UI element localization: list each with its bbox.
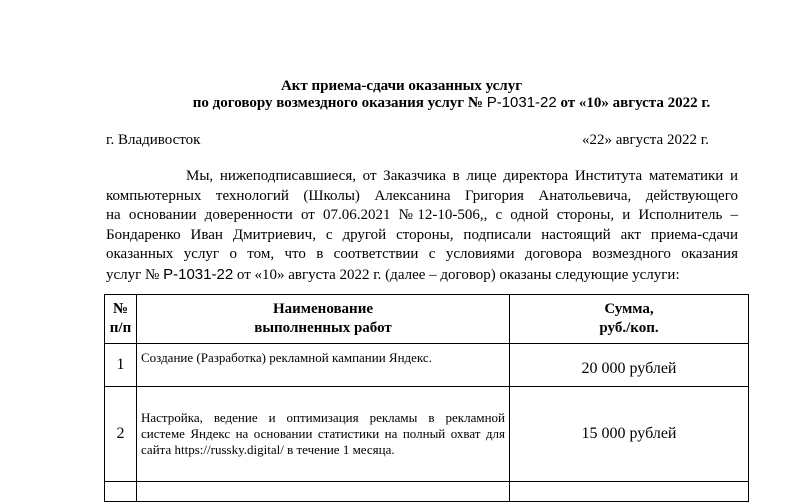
row-amount: 20 000 рублей: [510, 344, 749, 387]
subtitle-prefix: по договору возмездного оказания услуг №: [192, 95, 487, 111]
act-subtitle: [56, 94, 791, 112]
paragraph-line-last: [106, 265, 738, 286]
header-sum-line1: Сумма,: [604, 301, 654, 317]
table-row-partial: [105, 482, 749, 502]
paragraph-line: Мы, нижеподписавшиеся, от Заказчика в лице директора Института математики и: [186, 168, 738, 184]
paragraph-line: на основании доверенности от 07.06.2021 №12-10-506,, с одной стороны, и Исполнитель –: [106, 207, 738, 223]
row-amount: 15 000 рублей: [510, 387, 749, 482]
contract-number: Р-1031-22: [486, 94, 557, 111]
header-number-line2: п/п: [109, 320, 132, 336]
table-row: [105, 344, 749, 387]
row-description: Создание (Разработка) рекламной кампании Яндекс.: [137, 344, 510, 387]
header-number: [105, 295, 137, 344]
paragraph-line: оказанных услуг о том, что в соответствии с условиями договора возмездного оказания: [106, 246, 738, 262]
paragraph-suffix: от «10» августа 2022 г. (далее – договор) оказаны следующие услуги:: [233, 266, 680, 283]
header-number-line1: №: [112, 301, 129, 317]
services-table: [104, 294, 749, 502]
header-name: [137, 295, 510, 344]
subtitle-suffix: от «10» августа 2022 г.: [556, 95, 711, 111]
act-title: Акт приема-сдачи оказанных услуг: [280, 78, 523, 94]
header-sum-line2: руб./коп.: [599, 320, 659, 336]
contract-number-inline: Р-1031-22: [163, 265, 234, 283]
table-header-row: [105, 295, 749, 344]
table-row: [105, 387, 749, 482]
city: г. Владивосток: [106, 132, 201, 148]
row-description: Настройка, ведение и оптимизация рекламы в рекламной системе Яндекс на основании статистики на полный охват для сайта https://russky.digital/ в течение 1 месяца.: [137, 387, 510, 482]
row-number: 2: [105, 387, 137, 482]
paragraph-line: Бондаренко Иван Дмитриевич, с другой стороны, подписали настоящий акт приема-сдачи: [106, 226, 738, 243]
row-number: 1: [105, 344, 137, 387]
header-sum: [510, 295, 749, 344]
act-date: «22» августа 2022 г.: [582, 132, 709, 148]
paragraph-line: компьютерных технологий (Школы) Алексанина Григория Анатольевича, действующего: [106, 187, 738, 204]
header-name-line2: выполненных работ: [254, 320, 392, 336]
paragraph-prefix: услуг №: [106, 266, 164, 283]
header-name-line1: Наименование: [273, 301, 373, 317]
